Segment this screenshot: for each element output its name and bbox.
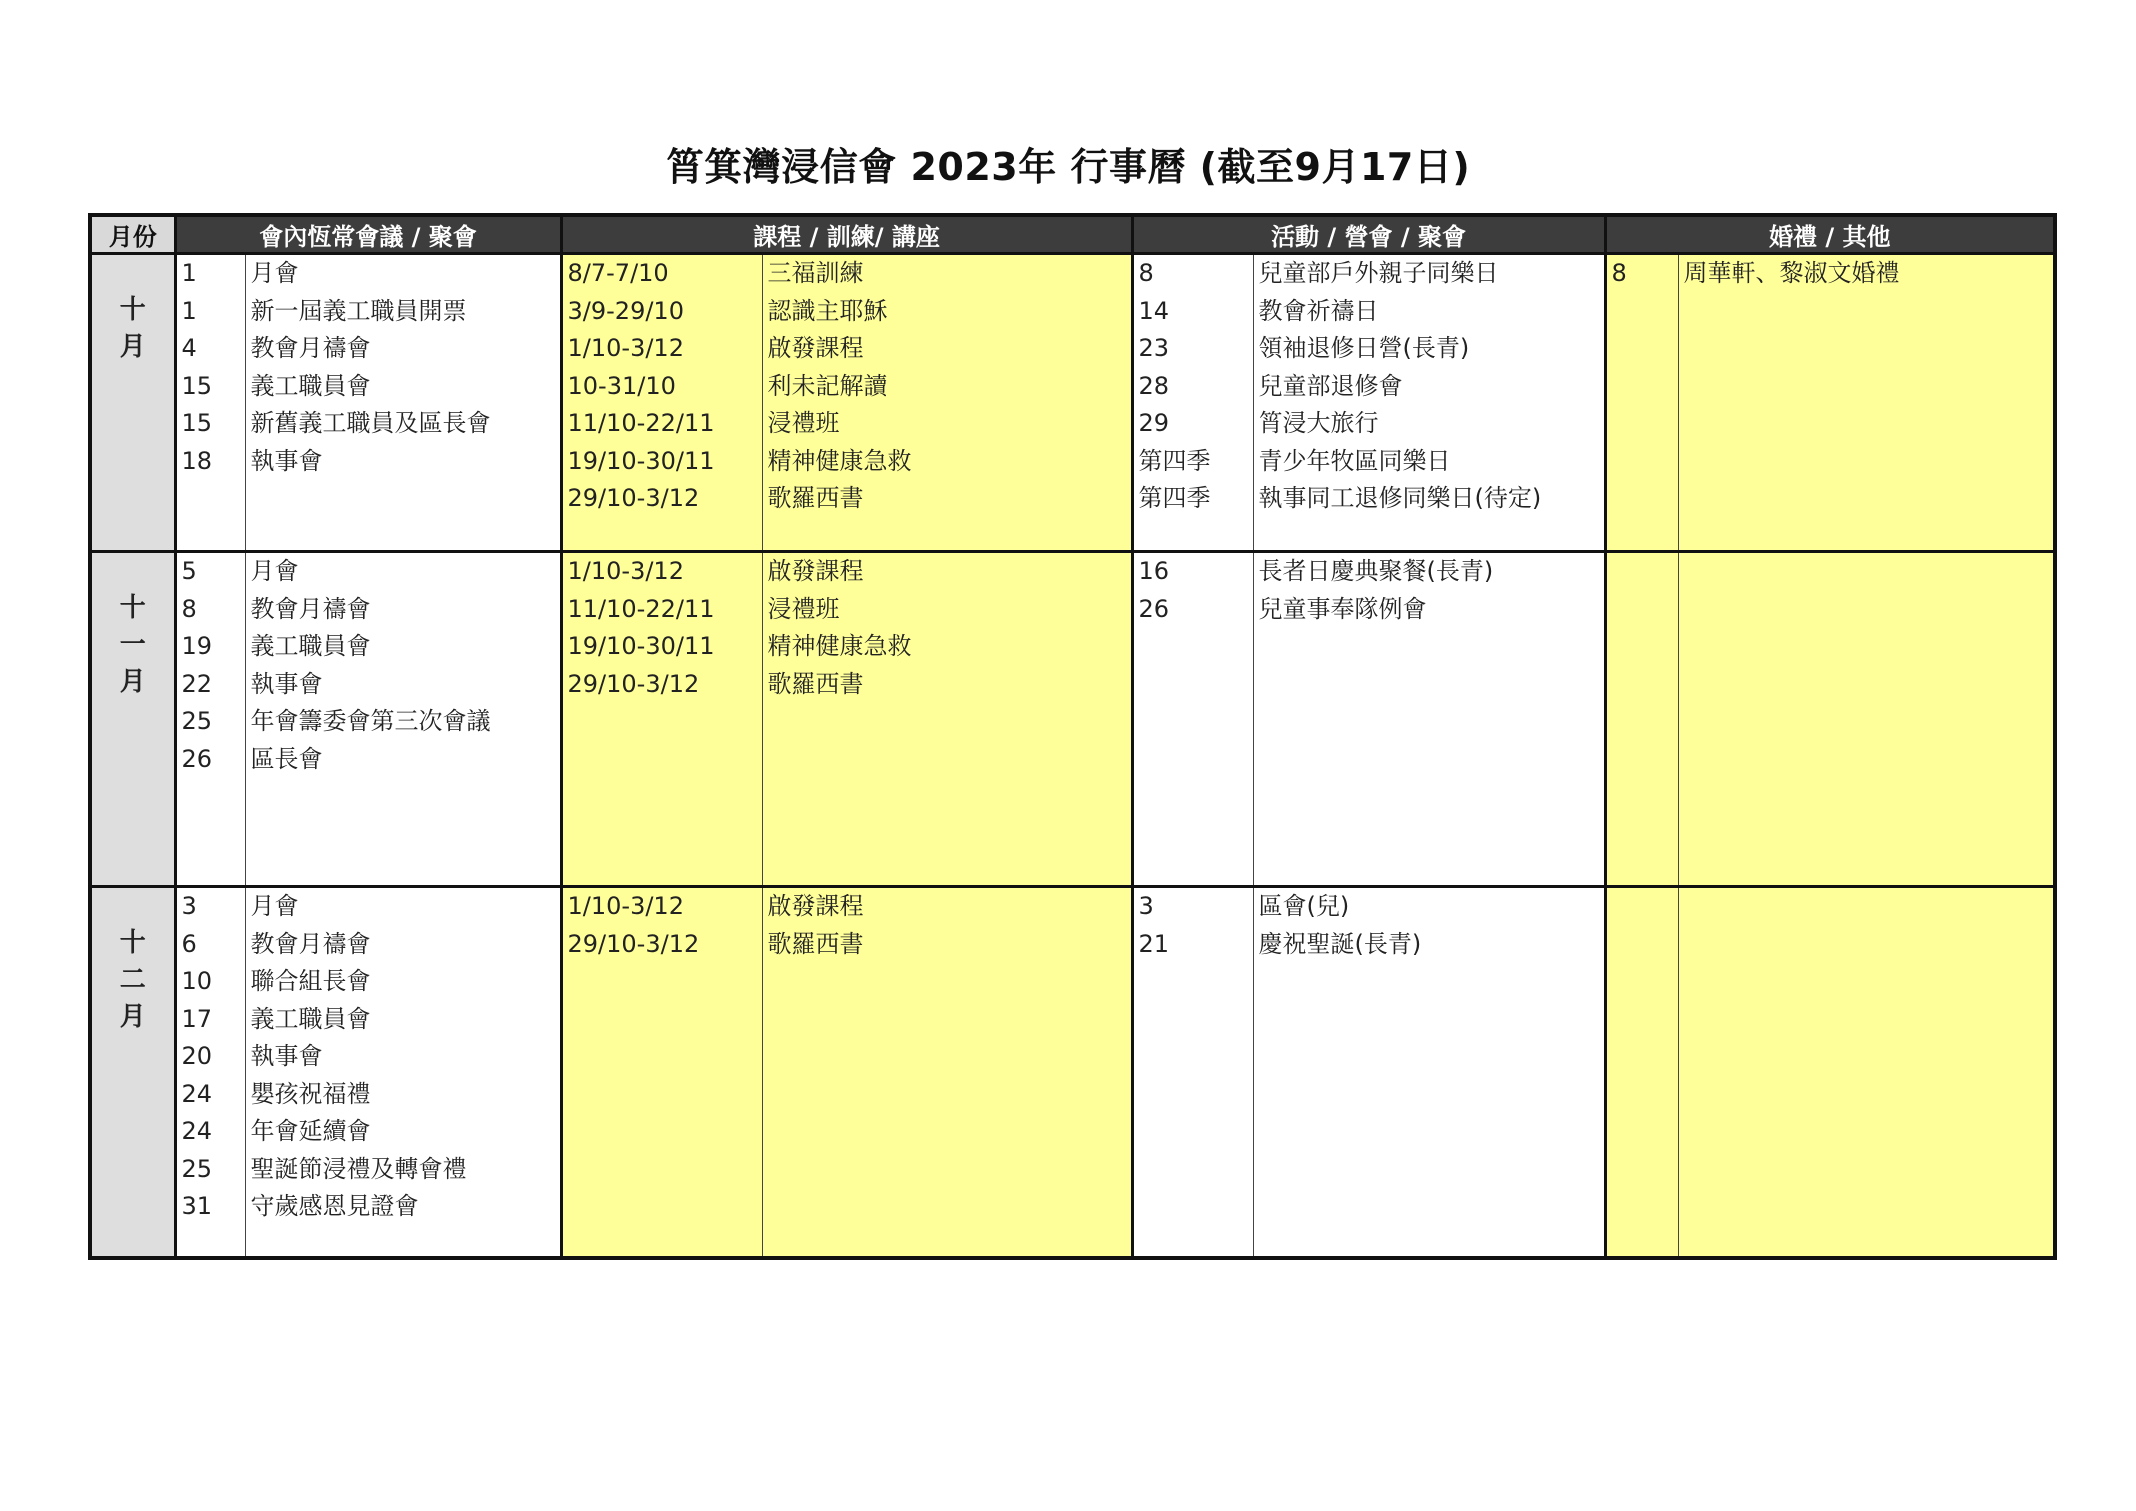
month-label xyxy=(92,553,174,701)
list-item: 周華軒、黎淑文婚禮 xyxy=(1683,259,1900,287)
list-item: 月會 xyxy=(250,259,299,287)
list-item: 筲浸大旅行 xyxy=(1258,409,1379,437)
list-item: 8 xyxy=(1138,259,1154,287)
activities-day-cell xyxy=(1132,887,1253,1258)
list-item: 教會月禱會 xyxy=(250,929,371,958)
weddings-item-cell xyxy=(1678,887,2055,1258)
meetings-item-cell xyxy=(245,254,561,552)
cell-list xyxy=(763,888,1131,963)
activities-item-cell xyxy=(1253,254,1605,552)
cell-list xyxy=(246,255,560,480)
cell-list xyxy=(177,553,245,778)
month-cell xyxy=(90,254,175,552)
list-item: 19/10-30/11 xyxy=(567,632,715,660)
list-item: 26 xyxy=(1138,594,1170,623)
weddings-day-cell xyxy=(1605,552,1678,887)
list-item: 31 xyxy=(181,1192,213,1220)
list-item: 精神健康急救 xyxy=(767,446,912,475)
list-item: 3 xyxy=(1138,892,1154,920)
list-item: 浸禮班 xyxy=(767,594,840,623)
list-item: 14 xyxy=(1138,296,1170,325)
list-item: 歌羅西書 xyxy=(767,484,864,512)
list-item: 嬰孩祝福禮 xyxy=(250,1079,371,1108)
list-item: 執事會 xyxy=(250,669,323,698)
list-item: 教會祈禱日 xyxy=(1258,296,1379,325)
month-label-char: 二 xyxy=(119,965,146,995)
list-item: 三福訓練 xyxy=(767,259,864,287)
courses-date-cell xyxy=(561,887,762,1258)
header-month: 月份 xyxy=(90,215,175,254)
list-item: 18 xyxy=(181,446,213,475)
list-item: 10-31/10 xyxy=(567,371,676,400)
list-item: 20 xyxy=(181,1042,213,1070)
month-label-char: 月 xyxy=(119,1002,146,1032)
courses-date-cell xyxy=(561,552,762,887)
courses-item-cell xyxy=(762,887,1132,1258)
list-item: 1 xyxy=(181,296,197,325)
list-item: 青少年牧區同樂日 xyxy=(1258,446,1451,475)
cell-list xyxy=(1679,255,2054,293)
list-item: 聯合組長會 xyxy=(250,967,371,995)
list-item: 浸禮班 xyxy=(767,409,840,437)
month-label xyxy=(92,888,174,1036)
list-item: 8 xyxy=(181,594,197,623)
weddings-day-cell xyxy=(1605,887,1678,1258)
list-item: 聖誕節浸禮及轉會禮 xyxy=(250,1154,467,1183)
list-item: 月會 xyxy=(250,892,299,920)
list-item: 月會 xyxy=(250,557,299,585)
list-item: 28 xyxy=(1138,371,1170,400)
list-item: 24 xyxy=(181,1079,213,1108)
list-item: 1/10-3/12 xyxy=(567,557,684,585)
cell-list xyxy=(1607,255,1678,293)
calendar-table xyxy=(88,213,2057,1260)
list-item: 義工職員會 xyxy=(250,371,371,400)
month-row xyxy=(90,887,2055,1258)
list-item: 29 xyxy=(1138,409,1170,437)
list-item: 執事會 xyxy=(250,446,323,475)
list-item: 19 xyxy=(181,632,213,660)
list-item: 年會籌委會第三次會議 xyxy=(250,707,491,735)
month-label xyxy=(92,255,174,366)
month-cell xyxy=(90,552,175,887)
list-item: 兒童事奉隊例會 xyxy=(1258,594,1427,623)
month-row xyxy=(90,254,2055,552)
activities-day-cell xyxy=(1132,254,1253,552)
weddings-day-cell xyxy=(1605,254,1678,552)
list-item: 3/9-29/10 xyxy=(567,296,684,325)
list-item: 29/10-3/12 xyxy=(567,669,700,698)
activities-day-cell xyxy=(1132,552,1253,887)
header-activities: 活動 / 營會 / 聚會 xyxy=(1132,215,1605,254)
list-item: 啟發課程 xyxy=(767,557,864,585)
list-item: 22 xyxy=(181,669,213,698)
cell-list xyxy=(563,553,762,703)
cell-list xyxy=(177,888,245,1226)
list-item: 執事會 xyxy=(250,1042,323,1070)
courses-item-cell xyxy=(762,552,1132,887)
activities-item-cell xyxy=(1253,552,1605,887)
header-courses: 課程 / 訓練/ 講座 xyxy=(561,215,1132,254)
cell-list xyxy=(1254,553,1604,628)
cell-list xyxy=(763,553,1131,703)
month-cell xyxy=(90,887,175,1258)
list-item: 利未記解讀 xyxy=(767,371,888,400)
list-item: 26 xyxy=(181,744,213,773)
list-item: 23 xyxy=(1138,334,1170,362)
list-item: 16 xyxy=(1138,557,1170,585)
list-item: 6 xyxy=(181,929,197,958)
list-item: 第四季 xyxy=(1138,446,1211,475)
list-item: 8/7-7/10 xyxy=(567,259,669,287)
meetings-item-cell xyxy=(245,552,561,887)
list-item: 歌羅西書 xyxy=(767,669,864,698)
list-item: 認識主耶穌 xyxy=(767,296,888,325)
list-item: 執事同工退修同樂日(待定) xyxy=(1258,484,1542,512)
header-row xyxy=(90,215,2055,254)
list-item: 兒童部戶外親子同樂日 xyxy=(1258,259,1499,287)
list-item: 15 xyxy=(181,409,213,437)
cell-list xyxy=(1134,888,1253,963)
weddings-item-cell xyxy=(1678,254,2055,552)
cell-list xyxy=(563,255,762,518)
cell-list xyxy=(1254,255,1604,518)
list-item: 5 xyxy=(181,557,197,585)
activities-item-cell xyxy=(1253,887,1605,1258)
list-item: 啟發課程 xyxy=(767,334,864,362)
courses-date-cell xyxy=(561,254,762,552)
list-item: 義工職員會 xyxy=(250,632,371,660)
page-title: 筲箕灣浸信會 2023年 行事曆 (截至9月17日) xyxy=(665,145,1471,189)
list-item: 1/10-3/12 xyxy=(567,334,684,362)
list-item: 守歲感恩見證會 xyxy=(250,1192,419,1220)
list-item: 新一屆義工職員開票 xyxy=(250,296,467,325)
list-item: 11/10-22/11 xyxy=(567,409,715,437)
list-item: 精神健康急救 xyxy=(767,632,912,660)
meetings-day-cell xyxy=(175,254,245,552)
list-item: 25 xyxy=(181,707,213,735)
list-item: 歌羅西書 xyxy=(767,929,864,958)
list-item: 10 xyxy=(181,967,213,995)
header-meetings: 會內恆常會議 / 聚會 xyxy=(175,215,561,254)
list-item: 新舊義工職員及區長會 xyxy=(250,409,491,437)
list-item: 區長會 xyxy=(250,744,323,773)
cell-list xyxy=(246,553,560,778)
list-item: 15 xyxy=(181,371,213,400)
list-item: 慶祝聖誕(長青) xyxy=(1258,929,1422,958)
cell-list xyxy=(763,255,1131,518)
list-item: 1/10-3/12 xyxy=(567,892,684,920)
list-item: 年會延續會 xyxy=(250,1117,371,1145)
month-label-char: 十 xyxy=(119,593,146,623)
list-item: 19/10-30/11 xyxy=(567,446,715,475)
meetings-day-cell xyxy=(175,887,245,1258)
list-item: 長者日慶典聚餐(長青) xyxy=(1258,557,1494,585)
list-item: 21 xyxy=(1138,929,1170,958)
month-label-char: 月 xyxy=(119,667,146,697)
cell-list xyxy=(1134,553,1253,628)
cell-list xyxy=(177,255,245,480)
list-item: 17 xyxy=(181,1004,213,1033)
list-item: 義工職員會 xyxy=(250,1004,371,1033)
list-item: 教會月禱會 xyxy=(250,334,371,362)
list-item: 29/10-3/12 xyxy=(567,484,700,512)
list-item: 第四季 xyxy=(1138,484,1211,512)
list-item: 4 xyxy=(181,334,197,362)
meetings-item-cell xyxy=(245,887,561,1258)
month-label-char: 一 xyxy=(119,630,146,660)
list-item: 3 xyxy=(181,892,197,920)
cell-list xyxy=(246,888,560,1226)
meetings-day-cell xyxy=(175,552,245,887)
list-item: 11/10-22/11 xyxy=(567,594,715,623)
weddings-item-cell xyxy=(1678,552,2055,887)
list-item: 領袖退修日營(長青) xyxy=(1258,334,1470,362)
list-item: 8 xyxy=(1611,259,1627,287)
list-item: 啟發課程 xyxy=(767,892,864,920)
month-label-char: 十 xyxy=(119,928,146,958)
cell-list xyxy=(1134,255,1253,518)
cell-list xyxy=(1254,888,1604,963)
list-item: 兒童部退修會 xyxy=(1258,371,1403,400)
month-label-char: 十 xyxy=(119,295,146,325)
courses-item-cell xyxy=(762,254,1132,552)
list-item: 1 xyxy=(181,259,197,287)
month-label-char: 月 xyxy=(119,332,146,362)
list-item: 區會(兒) xyxy=(1258,892,1350,920)
month-row xyxy=(90,552,2055,887)
header-weddings: 婚禮 / 其他 xyxy=(1605,215,2055,254)
cell-list xyxy=(563,888,762,963)
list-item: 25 xyxy=(181,1154,213,1183)
list-item: 29/10-3/12 xyxy=(567,929,700,958)
list-item: 教會月禱會 xyxy=(250,594,371,623)
list-item: 24 xyxy=(181,1117,213,1145)
